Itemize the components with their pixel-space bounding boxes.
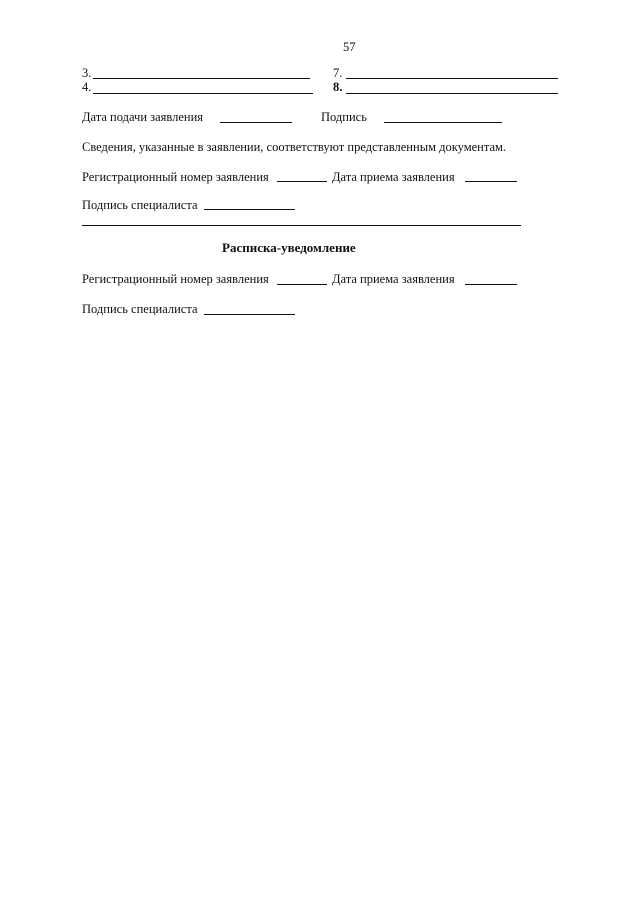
submission-date-field[interactable] bbox=[220, 122, 292, 123]
list-item-number: 3. bbox=[82, 66, 92, 80]
specialist-signature-label: Подпись специалиста bbox=[82, 198, 198, 212]
receipt-registration-number-field[interactable] bbox=[277, 284, 327, 285]
signature-field[interactable] bbox=[384, 122, 502, 123]
list-item-number: 8. bbox=[333, 80, 343, 94]
list-item-blank-line[interactable] bbox=[93, 93, 313, 94]
receipt-acceptance-date-label: Дата приема заявления bbox=[332, 272, 455, 286]
list-item-blank-line[interactable] bbox=[346, 78, 558, 79]
receipt-acceptance-date-field[interactable] bbox=[465, 284, 517, 285]
registration-number-field[interactable] bbox=[277, 181, 327, 182]
receipt-registration-number-label: Регистрационный номер заявления bbox=[82, 272, 269, 286]
documents-statement: Сведения, указанные в заявлении, соответствуют представленным документам. bbox=[82, 140, 507, 154]
signature-label: Подпись bbox=[321, 110, 367, 124]
list-item-number: 7. bbox=[333, 66, 343, 80]
list-item-blank-line[interactable] bbox=[93, 78, 310, 79]
separator-line bbox=[82, 225, 521, 226]
page-number: 57 bbox=[343, 40, 356, 54]
specialist-signature-field[interactable] bbox=[204, 209, 295, 210]
list-item-number: 4. bbox=[82, 80, 92, 94]
registration-number-label: Регистрационный номер заявления bbox=[82, 170, 269, 184]
receipt-specialist-signature-field[interactable] bbox=[204, 314, 295, 315]
acceptance-date-label: Дата приема заявления bbox=[332, 170, 455, 184]
receipt-title: Расписка-уведомление bbox=[222, 240, 356, 255]
acceptance-date-field[interactable] bbox=[465, 181, 517, 182]
receipt-specialist-signature-label: Подпись специалиста bbox=[82, 302, 198, 316]
list-item-blank-line[interactable] bbox=[346, 93, 558, 94]
submission-date-label: Дата подачи заявления bbox=[82, 110, 204, 124]
